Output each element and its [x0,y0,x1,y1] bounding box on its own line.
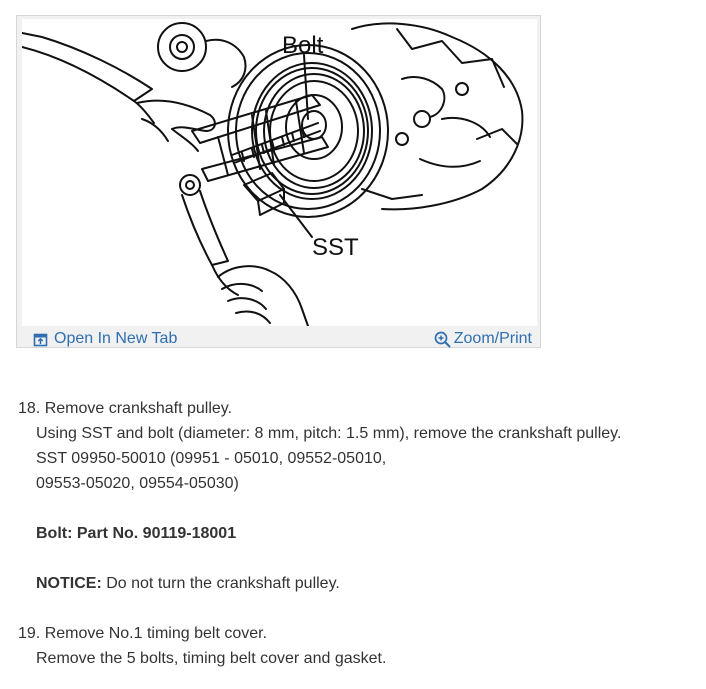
step-title: Remove No.1 timing belt cover. [44,625,268,642]
figure-card [16,15,541,348]
step-19-heading [18,621,698,646]
open-in-new-tab-label: Open In New Tab [54,330,178,347]
open-in-new-tab-link[interactable] [33,330,177,348]
notice-line [18,571,698,596]
crankshaft-pulley-illustration[interactable] [22,19,537,326]
step-text-line: Remove the 5 bolts, timing belt cover and gasket. [36,650,387,667]
step-text-line: Using SST and bolt (diameter: 8 mm, pitch: 1.5 mm), remove the crankshaft pulley. [36,425,622,442]
step-number: 19. [18,625,41,642]
bolt-part-number: Bolt: Part No. 90119-18001 [36,525,237,542]
zoom-print-link[interactable] [434,330,532,348]
figure-toolbar [17,327,540,349]
step-text-line: SST 09950-50010 (09951 - 05010, 09552-05010, [36,450,387,467]
sst-callout-label: SST [312,234,359,261]
step-18-heading [18,396,698,421]
step-text-line: 09553-05020, 09554-05030) [36,475,239,492]
step-number: 18. [18,400,41,417]
procedure-steps [18,396,698,671]
zoom-in-icon [434,331,451,348]
bolt-callout-label: Bolt [282,32,324,59]
step-title: Remove crankshaft pulley. [44,400,233,417]
notice-text: Do not turn the crankshaft pulley. [101,575,340,592]
zoom-print-label: Zoom/Print [453,330,532,347]
line-drawing [22,19,537,326]
open-in-new-tab-icon [33,332,48,347]
notice-label: NOTICE: [36,575,102,592]
